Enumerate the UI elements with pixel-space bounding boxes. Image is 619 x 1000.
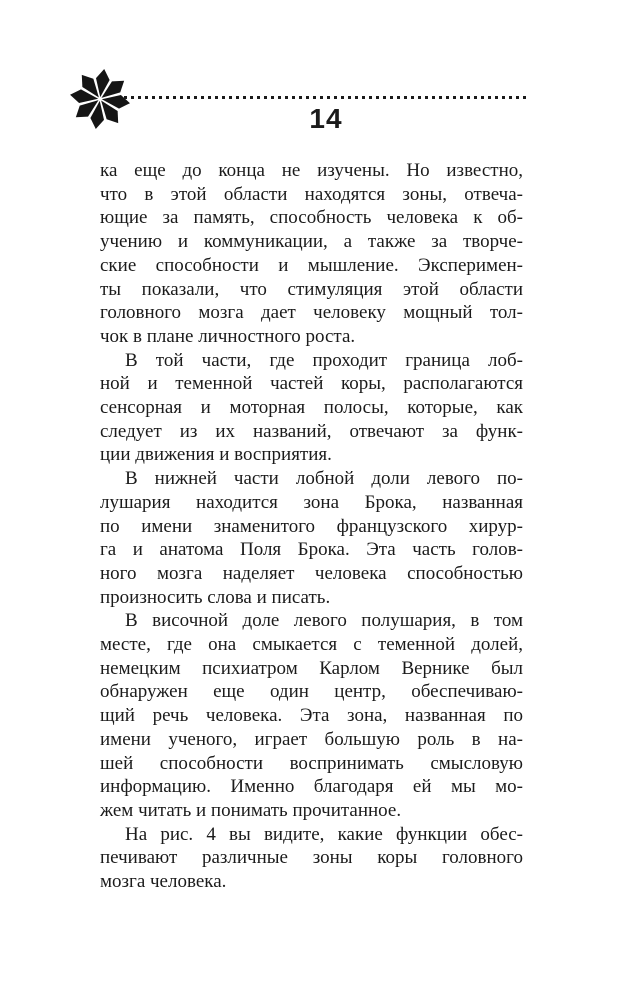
text-line: ции движения и восприятия. — [100, 444, 332, 466]
text-line: обнаружен еще один центр, обеспечиваю- — [100, 681, 523, 703]
text-line: ские способности и мышление. Эксперимен- — [100, 254, 523, 276]
text-line: сенсорная и моторная полосы, которые, как — [100, 397, 523, 419]
text-line: ного мозга наделяет человека способностью — [100, 562, 523, 584]
text-line: что в этой области находятся зоны, отвеча- — [100, 183, 523, 205]
text-line: следует из их названий, отвечают за функ- — [100, 420, 523, 442]
text-line: В нижней части лобной доли левого по- — [125, 468, 523, 490]
text-line: месте, где она смыкается с теменной долей, — [100, 634, 523, 656]
text-line: лушария находится зона Брока, названная — [100, 491, 523, 513]
text-line: ка еще до конца не изучены. Но известно, — [100, 160, 523, 181]
text-line: В той части, где проходит граница лоб- — [125, 349, 523, 371]
text-line: печивают различные зоны коры головного — [100, 847, 523, 869]
text-line: На рис. 4 вы видите, какие функции обес- — [125, 823, 523, 845]
text-line: немецким психиатром Карлом Вернике был — [100, 657, 523, 679]
dotted-divider — [124, 96, 528, 99]
text-line: ной и теменной частей коры, располагаются — [100, 373, 523, 395]
text-line: жем читать и понимать прочитанное. — [100, 799, 402, 821]
text-line: информацию. Именно благодаря ей мы мо- — [100, 776, 523, 798]
text-line: учению и коммуникации, а также за творче- — [100, 231, 523, 253]
text-line: щий речь человека. Эта зона, названная по — [100, 705, 523, 727]
text-line: чок в плане личностного роста. — [100, 325, 356, 347]
text-line: ющие за память, способность человека к об- — [100, 207, 523, 229]
text-line: В височной доле левого полушария, в том — [125, 610, 523, 632]
text-line: га и анатома Поля Брока. Эта часть голов- — [100, 539, 523, 561]
text-line: головного мозга дает человеку мощный тол- — [100, 302, 523, 324]
text-line: ты показали, что стимуляция этой области — [100, 278, 523, 300]
page-number: 14 — [309, 103, 343, 134]
text-line: по имени знаменитого французского хирур- — [100, 515, 523, 537]
text-line: имени ученого, играет большую роль в на- — [100, 728, 523, 750]
text-line: шей способности воспринимать смысловую — [100, 752, 523, 774]
page-body — [100, 159, 523, 894]
text-line: произносить слова и писать. — [100, 586, 331, 608]
text-line: мозга человека. — [100, 871, 227, 893]
